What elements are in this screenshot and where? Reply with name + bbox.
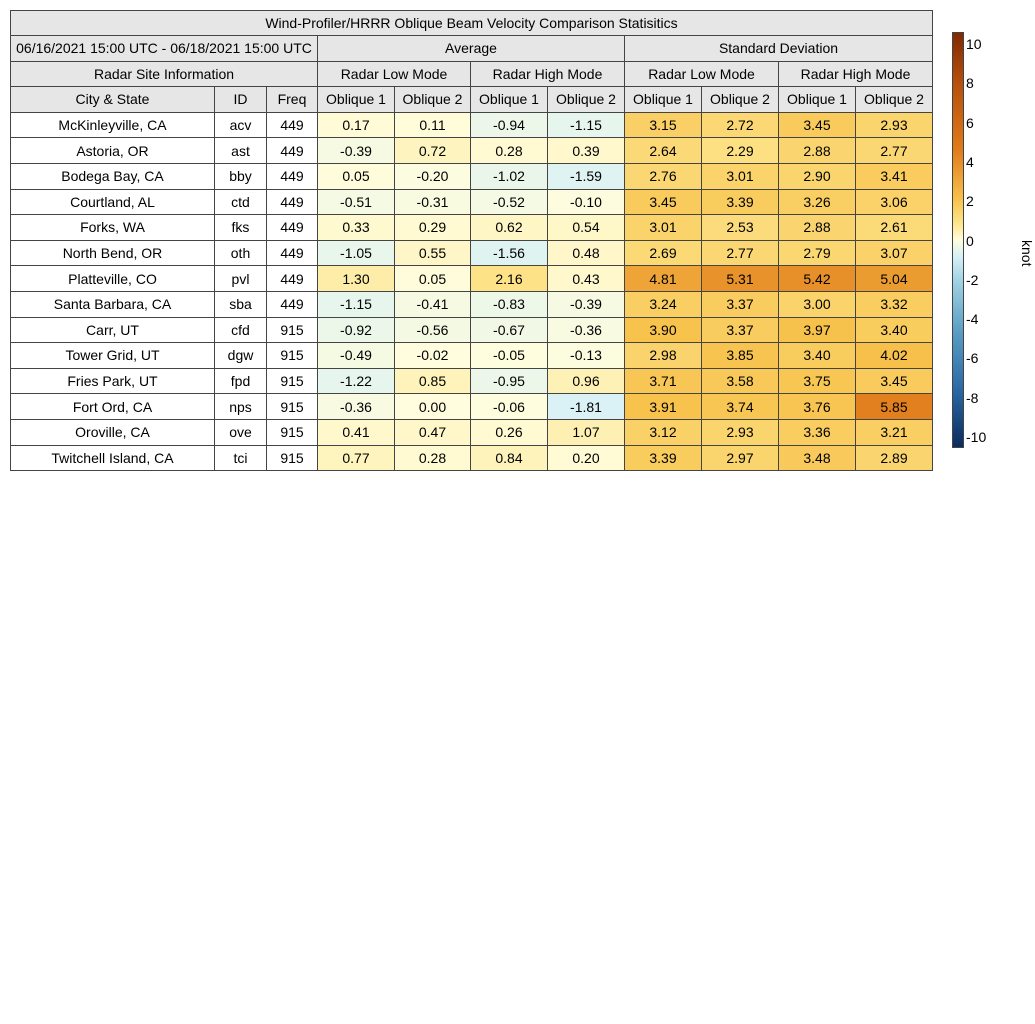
std-value-cell: 3.39 <box>625 445 702 471</box>
site-id: sba <box>215 291 267 317</box>
avg-value-cell: 0.77 <box>318 445 395 471</box>
site-freq: 449 <box>267 189 318 215</box>
avg-value-cell: 0.48 <box>548 240 625 266</box>
site-id: ove <box>215 419 267 445</box>
site-freq: 449 <box>267 215 318 241</box>
avg-value-cell: 0.11 <box>395 112 471 138</box>
std-value-cell: 3.48 <box>779 445 856 471</box>
site-id: fpd <box>215 368 267 394</box>
avg-value-cell: -0.13 <box>548 343 625 369</box>
avg-value-cell: 0.28 <box>471 138 548 164</box>
colorbar-unit-label: knot <box>1019 240 1035 267</box>
std-value-cell: 2.98 <box>625 343 702 369</box>
std-value-cell: 2.97 <box>702 445 779 471</box>
table-row <box>11 138 933 164</box>
mode-header: Radar High Mode <box>779 61 933 87</box>
site-freq: 915 <box>267 343 318 369</box>
table-row <box>11 419 933 445</box>
avg-value-cell: 0.47 <box>395 419 471 445</box>
table-row <box>11 215 933 241</box>
avg-value-cell: -1.02 <box>471 163 548 189</box>
std-value-cell: 5.42 <box>779 266 856 292</box>
std-value-cell: 3.24 <box>625 291 702 317</box>
site-freq: 915 <box>267 445 318 471</box>
avg-value-cell: -0.20 <box>395 163 471 189</box>
table-title: Wind-Profiler/HRRR Oblique Beam Velocity Comparison Statisitics <box>11 11 933 36</box>
table-row <box>11 445 933 471</box>
column-header: Oblique 1 <box>471 87 548 113</box>
std-value-cell: 2.79 <box>779 240 856 266</box>
avg-value-cell: -1.81 <box>548 394 625 420</box>
std-value-cell: 3.15 <box>625 112 702 138</box>
avg-value-cell: 0.17 <box>318 112 395 138</box>
site-freq: 449 <box>267 138 318 164</box>
avg-value-cell: 0.43 <box>548 266 625 292</box>
column-header: Oblique 1 <box>779 87 856 113</box>
avg-value-cell: -0.95 <box>471 368 548 394</box>
avg-value-cell: -1.59 <box>548 163 625 189</box>
column-header: Oblique 1 <box>318 87 395 113</box>
avg-value-cell: 0.62 <box>471 215 548 241</box>
avg-value-cell: -0.52 <box>471 189 548 215</box>
std-value-cell: 3.12 <box>625 419 702 445</box>
avg-value-cell: -0.94 <box>471 112 548 138</box>
table-row <box>11 266 933 292</box>
date-range: 06/16/2021 15:00 UTC - 06/18/2021 15:00 UTC <box>11 36 318 62</box>
avg-value-cell: -0.31 <box>395 189 471 215</box>
std-value-cell: 2.88 <box>779 138 856 164</box>
site-freq: 449 <box>267 163 318 189</box>
column-header: City & State <box>11 87 215 113</box>
table-row <box>11 394 933 420</box>
avg-value-cell: 0.05 <box>318 163 395 189</box>
avg-value-cell: -0.05 <box>471 343 548 369</box>
colorbar-tick-label: 2 <box>966 193 974 210</box>
site-city: Tower Grid, UT <box>11 343 215 369</box>
avg-value-cell: 0.28 <box>395 445 471 471</box>
mode-header: Radar High Mode <box>471 61 625 87</box>
avg-value-cell: -0.39 <box>318 138 395 164</box>
avg-value-cell: 0.96 <box>548 368 625 394</box>
std-value-cell: 2.76 <box>625 163 702 189</box>
site-id: tci <box>215 445 267 471</box>
std-value-cell: 3.74 <box>702 394 779 420</box>
site-city: Forks, WA <box>11 215 215 241</box>
group-average: Average <box>318 36 625 62</box>
std-value-cell: 3.75 <box>779 368 856 394</box>
site-id: ctd <box>215 189 267 215</box>
avg-value-cell: 0.54 <box>548 215 625 241</box>
colorbar-tick-label: 8 <box>966 75 974 92</box>
avg-value-cell: -0.36 <box>548 317 625 343</box>
std-value-cell: 3.90 <box>625 317 702 343</box>
avg-value-cell: -0.51 <box>318 189 395 215</box>
avg-value-cell: 1.30 <box>318 266 395 292</box>
site-freq: 449 <box>267 266 318 292</box>
std-value-cell: 3.01 <box>702 163 779 189</box>
std-value-cell: 3.26 <box>779 189 856 215</box>
avg-value-cell: 0.39 <box>548 138 625 164</box>
colorbar-tick-label: -2 <box>966 271 979 288</box>
std-value-cell: 2.29 <box>702 138 779 164</box>
avg-value-cell: 0.33 <box>318 215 395 241</box>
std-value-cell: 4.81 <box>625 266 702 292</box>
avg-value-cell: 0.29 <box>395 215 471 241</box>
site-freq: 915 <box>267 394 318 420</box>
site-freq: 915 <box>267 317 318 343</box>
avg-value-cell: -1.15 <box>318 291 395 317</box>
avg-value-cell: -0.02 <box>395 343 471 369</box>
avg-value-cell: -0.10 <box>548 189 625 215</box>
avg-value-cell: -0.39 <box>548 291 625 317</box>
colorbar-tick-label: -10 <box>966 429 987 445</box>
std-value-cell: 3.40 <box>779 343 856 369</box>
avg-value-cell: 0.00 <box>395 394 471 420</box>
site-id: ast <box>215 138 267 164</box>
std-value-cell: 2.93 <box>856 112 933 138</box>
avg-value-cell: -1.15 <box>548 112 625 138</box>
table-row <box>11 189 933 215</box>
std-value-cell: 2.61 <box>856 215 933 241</box>
group-std: Standard Deviation <box>625 36 933 62</box>
site-city: Courtland, AL <box>11 189 215 215</box>
std-value-cell: 2.88 <box>779 215 856 241</box>
std-value-cell: 2.90 <box>779 163 856 189</box>
site-city: Santa Barbara, CA <box>11 291 215 317</box>
std-value-cell: 3.45 <box>779 112 856 138</box>
std-value-cell: 3.37 <box>702 317 779 343</box>
column-header: Oblique 1 <box>625 87 702 113</box>
column-header: ID <box>215 87 267 113</box>
site-freq: 449 <box>267 112 318 138</box>
std-value-cell: 3.32 <box>856 291 933 317</box>
std-value-cell: 3.36 <box>779 419 856 445</box>
site-city: Fries Park, UT <box>11 368 215 394</box>
site-id: oth <box>215 240 267 266</box>
std-value-cell: 3.97 <box>779 317 856 343</box>
site-city: McKinleyville, CA <box>11 112 215 138</box>
colorbar-tick-label: 6 <box>966 114 974 131</box>
avg-value-cell: 0.26 <box>471 419 548 445</box>
site-city: Bodega Bay, CA <box>11 163 215 189</box>
site-city: Oroville, CA <box>11 419 215 445</box>
std-value-cell: 3.58 <box>702 368 779 394</box>
avg-value-cell: 0.85 <box>395 368 471 394</box>
std-value-cell: 2.89 <box>856 445 933 471</box>
site-id: dgw <box>215 343 267 369</box>
table-row <box>11 112 933 138</box>
std-value-cell: 4.02 <box>856 343 933 369</box>
site-city: Twitchell Island, CA <box>11 445 215 471</box>
site-id: cfd <box>215 317 267 343</box>
avg-value-cell: -1.05 <box>318 240 395 266</box>
site-freq: 915 <box>267 419 318 445</box>
std-value-cell: 3.76 <box>779 394 856 420</box>
std-value-cell: 3.39 <box>702 189 779 215</box>
avg-value-cell: 0.55 <box>395 240 471 266</box>
avg-value-cell: -1.56 <box>471 240 548 266</box>
avg-value-cell: -1.22 <box>318 368 395 394</box>
std-value-cell: 2.64 <box>625 138 702 164</box>
site-info-header: Radar Site Information <box>11 61 318 87</box>
avg-value-cell: 2.16 <box>471 266 548 292</box>
std-value-cell: 5.31 <box>702 266 779 292</box>
column-header: Oblique 2 <box>395 87 471 113</box>
std-value-cell: 3.21 <box>856 419 933 445</box>
table-row <box>11 368 933 394</box>
mode-header: Radar Low Mode <box>625 61 779 87</box>
std-value-cell: 3.45 <box>625 189 702 215</box>
std-value-cell: 2.69 <box>625 240 702 266</box>
site-id: nps <box>215 394 267 420</box>
table-row <box>11 343 933 369</box>
std-value-cell: 3.45 <box>856 368 933 394</box>
std-value-cell: 2.72 <box>702 112 779 138</box>
std-value-cell: 3.06 <box>856 189 933 215</box>
site-city: Carr, UT <box>11 317 215 343</box>
std-value-cell: 3.85 <box>702 343 779 369</box>
std-value-cell: 2.77 <box>702 240 779 266</box>
site-id: acv <box>215 112 267 138</box>
table-row <box>11 163 933 189</box>
std-value-cell: 5.85 <box>856 394 933 420</box>
site-city: Fort Ord, CA <box>11 394 215 420</box>
std-value-cell: 3.00 <box>779 291 856 317</box>
site-freq: 449 <box>267 291 318 317</box>
colorbar-gradient <box>952 32 964 448</box>
std-value-cell: 3.37 <box>702 291 779 317</box>
std-value-cell: 2.53 <box>702 215 779 241</box>
avg-value-cell: 0.84 <box>471 445 548 471</box>
column-header: Oblique 2 <box>548 87 625 113</box>
site-city: North Bend, OR <box>11 240 215 266</box>
site-city: Platteville, CO <box>11 266 215 292</box>
site-city: Astoria, OR <box>11 138 215 164</box>
column-header: Oblique 2 <box>856 87 933 113</box>
site-id: pvl <box>215 266 267 292</box>
avg-value-cell: -0.92 <box>318 317 395 343</box>
site-freq: 449 <box>267 240 318 266</box>
avg-value-cell: -0.06 <box>471 394 548 420</box>
colorbar-tick-label: -4 <box>966 311 979 328</box>
std-value-cell: 3.91 <box>625 394 702 420</box>
site-freq: 915 <box>267 368 318 394</box>
column-header: Freq <box>267 87 318 113</box>
avg-value-cell: 1.07 <box>548 419 625 445</box>
std-value-cell: 2.77 <box>856 138 933 164</box>
std-value-cell: 3.07 <box>856 240 933 266</box>
avg-value-cell: 0.20 <box>548 445 625 471</box>
site-id: bby <box>215 163 267 189</box>
colorbar-tick-label: 4 <box>966 153 974 170</box>
table-row <box>11 291 933 317</box>
colorbar-tick-label: -6 <box>966 350 979 367</box>
avg-value-cell: 0.41 <box>318 419 395 445</box>
avg-value-cell: -0.41 <box>395 291 471 317</box>
colorbar-tick-label: -8 <box>966 389 979 406</box>
colorbar-tick-label: 0 <box>966 232 974 249</box>
table-row <box>11 317 933 343</box>
avg-value-cell: -0.36 <box>318 394 395 420</box>
avg-value-cell: -0.67 <box>471 317 548 343</box>
site-id: fks <box>215 215 267 241</box>
column-header: Oblique 2 <box>702 87 779 113</box>
avg-value-cell: -0.83 <box>471 291 548 317</box>
std-value-cell: 5.04 <box>856 266 933 292</box>
std-value-cell: 3.01 <box>625 215 702 241</box>
std-value-cell: 3.71 <box>625 368 702 394</box>
std-value-cell: 3.40 <box>856 317 933 343</box>
mode-header: Radar Low Mode <box>318 61 471 87</box>
avg-value-cell: 0.72 <box>395 138 471 164</box>
std-value-cell: 3.41 <box>856 163 933 189</box>
colorbar-tick-label: 10 <box>966 36 982 52</box>
stats-table <box>10 10 933 471</box>
avg-value-cell: -0.49 <box>318 343 395 369</box>
avg-value-cell: -0.56 <box>395 317 471 343</box>
avg-value-cell: 0.05 <box>395 266 471 292</box>
std-value-cell: 2.93 <box>702 419 779 445</box>
table-row <box>11 240 933 266</box>
